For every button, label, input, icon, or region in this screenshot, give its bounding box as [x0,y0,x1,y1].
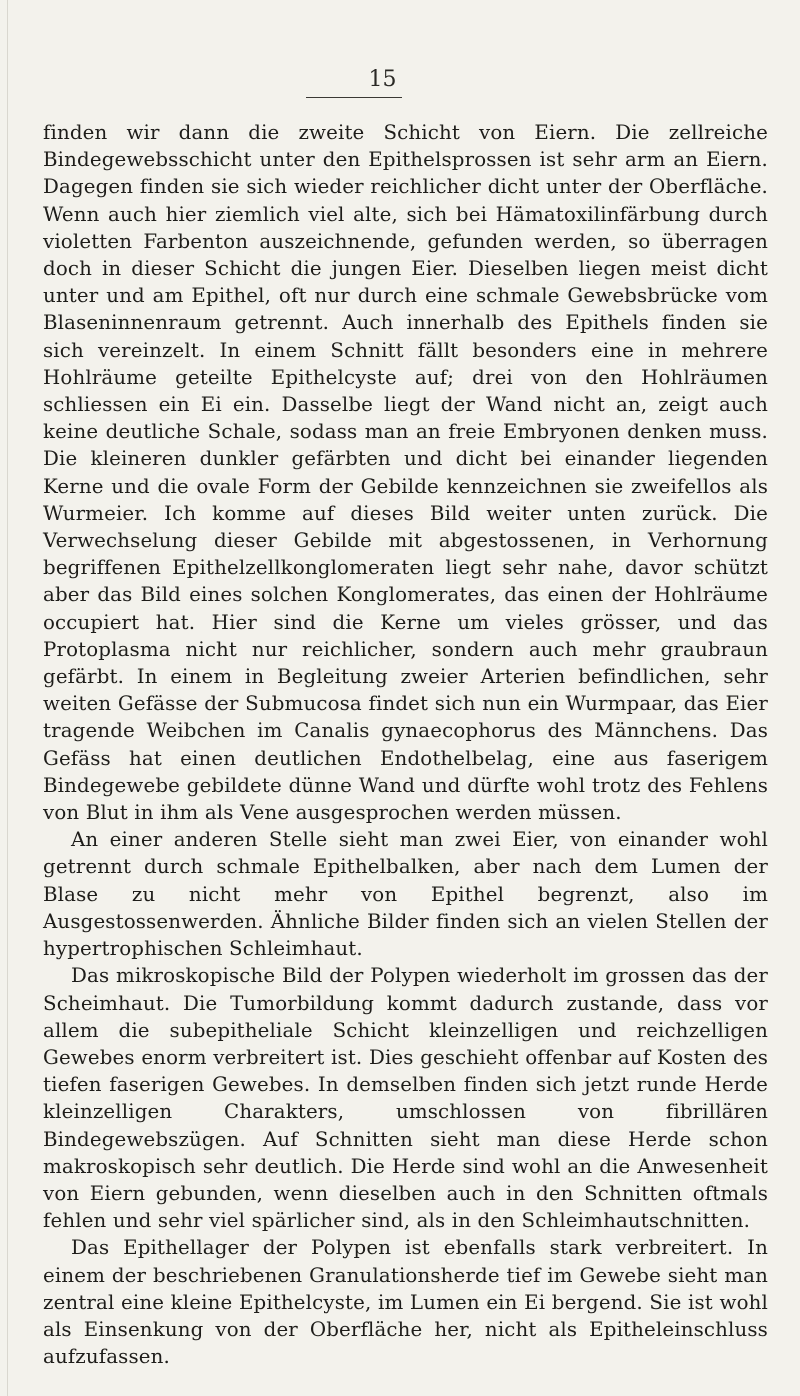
paragraph-1: finden wir dann die zweite Schicht von Eiern. Die zellreiche Bindegewebsschicht unter den Epithelsprossen ist sehr arm an Eiern. Dagegen finden sie sich wieder reichlicher dicht unter der Oberfläche. Wenn auch hier ziemlich viel alte, sich bei Hämatoxilinfärbung durch violetten Farbenton auszeichnende, gefunden werden, so überragen doch in dieser Schicht die jungen Eier. Dieselben liegen meist dicht unter und am Epithel, oft nur durch eine schmale Gewebsbrücke vom Blaseninnenraum getrennt. Auch innerhalb des Epithels finden sie sich vereinzelt. In einem Schnitt fällt besonders eine in mehrere Hohlräume geteilte Epithelcyste auf; drei von den Hohlräumen schliessen ein Ei ein. Dasselbe liegt der Wand nicht an, zeigt auch keine deutliche Schale, sodass man an freie Embryonen denken muss. Die kleineren dunkler gefärbten und dicht bei einander liegenden Kerne und die ovale Form der Gebilde kennzeichnen sie zweifellos als Wurmeier. Ich komme auf dieses Bild weiter unten zurück. Die Verwechselung dieser Gebilde mit abgestossenen, in Verhornung begriffenen Epithelzellkonglomeraten liegt sehr nahe, davor schützt aber das Bild eines solchen Konglomerates, das einen der Hohlräume occupiert hat. Hier sind die Kerne um vieles grösser, und das Protoplasma nicht nur reichlicher, sondern auch mehr graubraun gefärbt. In einem in Begleitung zweier Arterien befindlichen, sehr weiten Gefässe der Submucosa findet sich nun ein Wurmpaar, das Eier tragende Weibchen im Canalis gynaecophorus des Männchens. Das Gefäss hat einen deutlichen Endothelbelag, eine aus faserigem Bindegewebe gebildete dünne Wand und dürfte wohl trotz des Fehlens von Blut in ihm als Vene ausgesprochen werden müssen. [43,121,768,825]
paragraph-3: Das mikroskopische Bild der Polypen wiederholt im grossen das der Scheimhaut. Die Tumorbildung kommt dadurch zustande, dass vor allem die subepitheliale Schicht kleinzelligen und reichzelligen Gewebes enorm verbreitert ist. Dies geschieht offenbar auf Kosten des tiefen faserigen Gewebes. In demselben finden sich jetzt runde Herde kleinzelligen Charakters, umschlossen von fibrillären Bindegewebszügen. Auf Schnitten sieht man diese Herde schon makroskopisch sehr deutlich. Die Herde sind wohl an die Anwesenheit von Eiern gebunden, wenn dieselben auch in den Schnitten oftmals fehlen und sehr viel spärlicher sind, als in den Schleimhautschnitten. [43,964,768,1233]
paragraph-2: An einer anderen Stelle sieht man zwei Eier, von einander wohl getrennt durch schmale Epithelbalken, aber nach dem Lumen der Blase zu nicht mehr von Epithel begrenzt, also im Ausgestossenwerden. Ähnliche Bilder finden sich an vielen Stellen der hypertrophischen Schleimhaut. [43,828,768,961]
page-number-underline [306,97,402,98]
paragraph-4: Das Epithellager der Polypen ist ebenfalls stark verbreitert. In einem der beschriebenen Granulationsherde tief im Gewebe sieht man zentral eine kleine Epithelcyste, im Lumen ein Ei bergend. Sie ist wohl als Einsenkung von der Oberfläche her, nicht als Epitheleinschluss aufzufassen. [43,1236,768,1369]
page-number: 15 [368,67,397,92]
page-edge-line [7,0,8,1396]
body-text [43,119,768,1370]
